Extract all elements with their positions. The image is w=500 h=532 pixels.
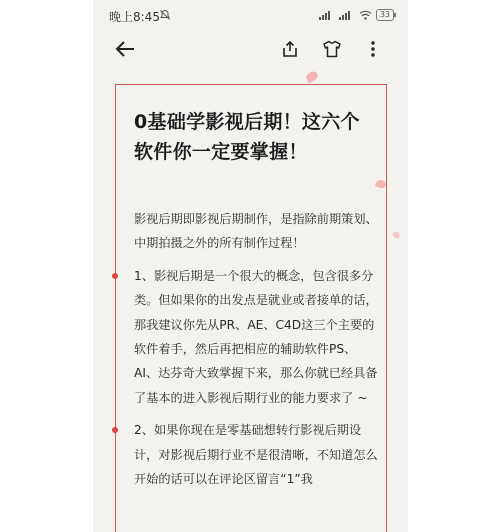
- petal-decoration: [305, 70, 320, 84]
- back-button[interactable]: [113, 37, 137, 61]
- status-indicators: [319, 9, 394, 21]
- more-vertical-icon: [370, 40, 376, 58]
- battery-indicator: 33: [376, 9, 394, 21]
- phone-screen: [93, 0, 408, 532]
- frame-dot: [112, 273, 118, 279]
- tshirt-icon: [322, 40, 342, 58]
- petal-decoration: [392, 230, 401, 239]
- article-body: [134, 207, 378, 499]
- article-paragraph: 2、如果你现在是零基础想转行影视后期设计，对影视后期行业不是很清晰，不知道怎么开始的话可以在评论区留言“1”我: [134, 423, 378, 487]
- status-bar: [93, 0, 408, 30]
- signal-icon-2: [339, 10, 355, 20]
- status-time: 晚上8:45: [109, 10, 160, 24]
- frame-dot: [112, 427, 118, 433]
- article-card: [115, 84, 387, 532]
- share-icon: [281, 40, 299, 58]
- signal-icon: [319, 10, 335, 20]
- article-paragraph: 影视后期即影视后期制作，是指除前期策划、中期拍摄之外的所有制作过程！: [134, 212, 378, 251]
- wifi-icon: [359, 10, 372, 20]
- theme-button[interactable]: [320, 37, 344, 61]
- mute-icon: [159, 9, 171, 21]
- article-paragraph: 1、影视后期是一个很大的概念，包含很多分类。但如果你的出发点是就业或者接单的话，那我建议你先从PR、AE、C4D这三个主要的软件着手，然后再把相应的辅助软件PS、AI、达芬奇大致掌握下来，那么你就已经具备了基本的进入影视后期行业的能力要求了 ~: [134, 268, 378, 405]
- toolbar: [93, 32, 408, 66]
- article-title: 0基础学影视后期！这六个软件你一定要掌握！: [134, 111, 360, 163]
- more-button[interactable]: [361, 37, 385, 61]
- share-button[interactable]: [278, 37, 302, 61]
- arrow-left-icon: [115, 41, 135, 57]
